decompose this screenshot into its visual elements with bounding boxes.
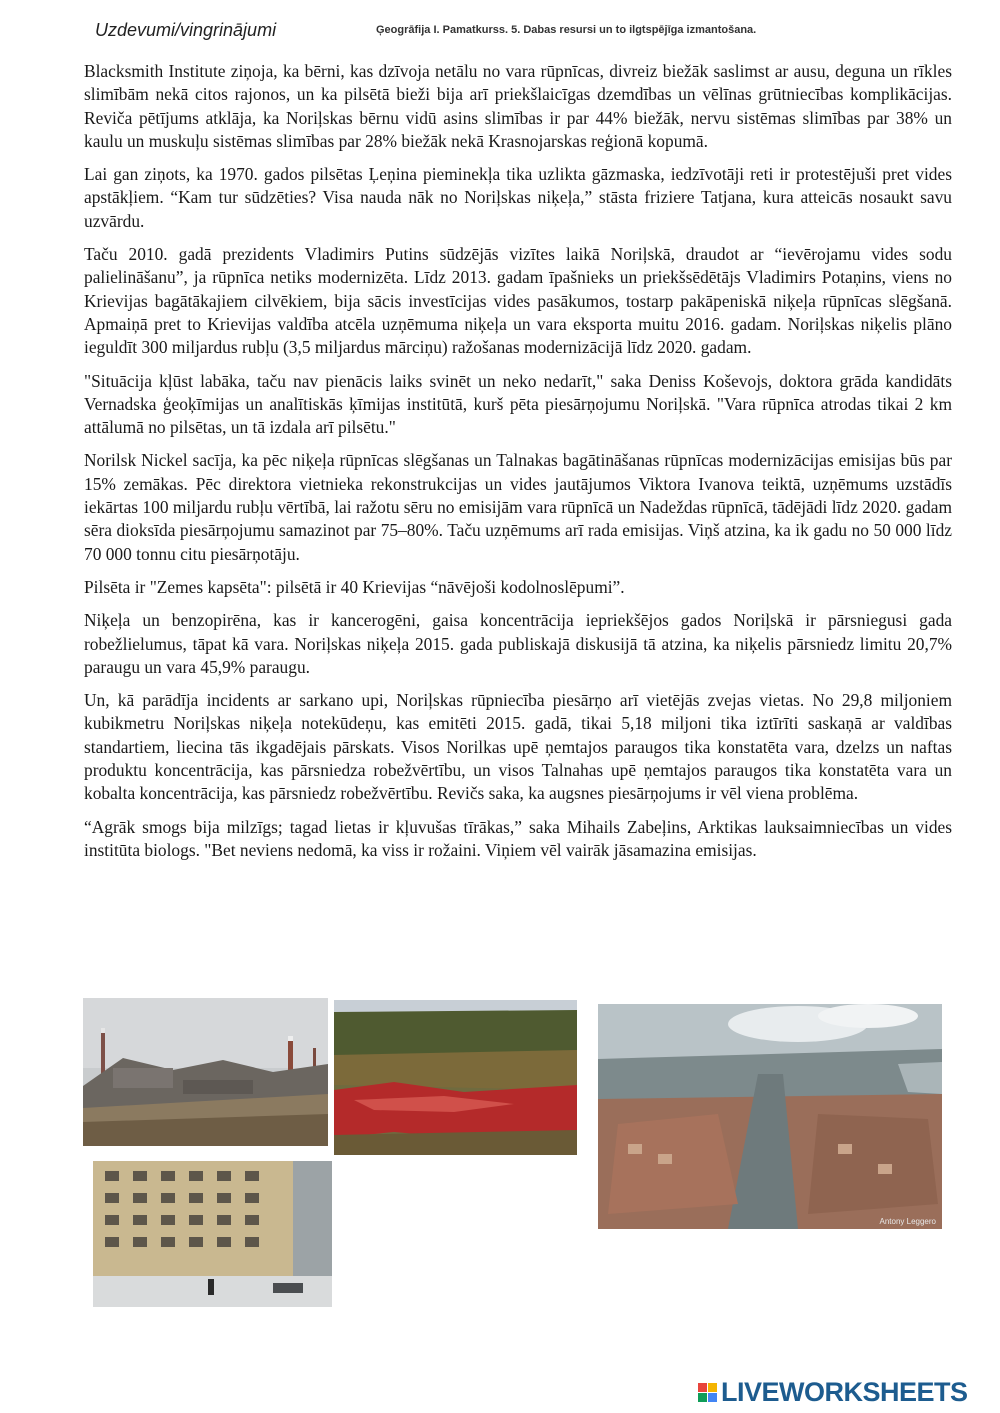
paragraph-2: Lai gan ziņots, ka 1970. gados pilsētas Ļeņina pieminekļa tika uzlikta gāzmaska, iedzīvotāji reti ir protestējuši pret vides apstākļiem. “Kam tur sūdzēties? Visa nauda nāk no Noriļskas niķeļa,” stāsta friziere Tatjana, kura atteicās nosaukt savu uzvārdu. <box>84 164 952 231</box>
paragraph-9: “Agrāk smogs bija milzīgs; tagad lietas ir kļuvušas tīrākas,” saka Mihails Zabeļins, Arktikas lauksaimniecības un vides institūta biologs. "Bet neviens nedomā, ka viss ir rožaini. Viņiem vēl vairāk jāsamazina emisijas. <box>84 816 952 860</box>
liveworksheets-logo <box>698 1377 968 1407</box>
paragraph-3: Taču 2010. gadā prezidents Vladimirs Putins sūdzējās vizītes laikā Noriļskā, draudot ar “ievērojamu vides sodu palielināšanu”, ja rūpnīca netiks modernizēta. Līdz 2013. gadam īpašnieks un priekšsēdētājs Vladimirs Potaņins, viens no Krievijas bagātākajiem cilvēkiem, bija sācis investīcijas vides pasākumos, tostarp pakāpeniskā niķeļa rūpnīcas slēgšanā. Apmaiņā pret to Krievijas valdība atcēla uzņēmuma niķeļa un vara eksporta muitu 2016. gadam. Noriļskas niķelis plāno ieguldīt 300 miljardus rubļu (3,5 miljardus mārciņu) ražošanas modernizācijā līdz 2020. gadam. <box>84 244 952 358</box>
paragraph-7: Niķeļa un benzopirēna, kas ir kancerogēni, gaisa koncentrācija iepriekšējos gados Noriļskā ir pārsniegusi gada robežlielumus, tāpat kā vara. Noriļskas niķeļa 2015. gada publiskajā diskusijā tā atzina, ka niķelis pārsniedz limitu 20,7% paraugu un vara 45,9% paraugu. <box>84 610 952 677</box>
paragraph-1: Blacksmith Institute ziņoja, ka bērni, kas dzīvoja netālu no vara rūpnīcas, divreiz biežāk saslimst ar ausu, deguna un rīkles slimībām nekā citos rajonos, un ka pilsētā bieži bija arī priekšlaicīgas dzemdības un vēlīnas grūtniecības komplikācijas. Reviča pētījums atklāja, ka Noriļskas bērnu vidū asins slimības ir par 44% biežāk, nervu sistēmas slimības par 38% un kaulu un muskuļu sistēmas slimības par 28% biežāk nekā Krasnojarskas reģionā kopumā. <box>84 61 952 151</box>
paragraph-4: "Situācija kļūst labāka, taču nav pienācis laiks svinēt un neko nedarīt," saka Deniss Koševojs, doktora grāda kandidāts Vernadska ģeoķīmijas un analītiskās ķīmijas institūtā, kurš pēta piesārņojumu Noriļskā. "Vara rūpnīca atrodas tikai 2 km attālumā no pilsētas, un tā izdala arī pilsētu." <box>84 370 952 438</box>
logo-text: LIVEWORKSHEETS <box>721 1376 968 1407</box>
header-course-title: Ģeogrāfija I. Pamatkurss. 5. Dabas resursi un to ilgtspējīga izmantošana. <box>376 24 757 36</box>
photo-credit: Antony Leggero <box>879 1217 936 1226</box>
paragraph-8: Un, kā parādīja incidents ar sarkano upi, Noriļskas rūpniecība piesārņo arī vietējās zvejas vietas. No 29,8 miljoniem kubikmetru Noriļskas niķeļa notekūdeņu, kas emitēti 2015. gadā, tikai 5,18 miljoni tika iztīrīti saskaņā ar valdības standartiem, liecina tās ikgadējais pārskats. Visos Norilkas upē ņemtajos paraugos tika konstatēta vara, dzelzs un naftas produktu koncentrācija, kas pārsniedza robežvērtību, un visos Talnahas upē ņemtajos paraugos tika konstatēta vara un kobalta koncentrācija, kas pārsniedz robežvērtību. Revičs saka, ka augsnes piesārņojums ir vēl viena problēma. <box>84 690 952 804</box>
photo-red-river <box>334 1000 577 1155</box>
header-left-label: Uzdevumi/vingrinājumi <box>95 20 277 40</box>
photo-aerial-city <box>598 1004 942 1229</box>
logo-blocks-icon <box>698 1383 717 1402</box>
article-body <box>84 60 952 872</box>
photo-apartment-building <box>93 1161 332 1307</box>
photo-industrial-chimneys <box>83 998 328 1146</box>
paragraph-5: Norilsk Nickel sacīja, ka pēc niķeļa rūpnīcas slēgšanas un Talnakas bagātināšanas rūpnīcas modernizācijas emisijas būs par 15% zemākas. Pēc direktora vietnieka rekonstrukcijas un vides jautājumos Viktora Ivanova teiktā, uzņēmums uzstādīs iekārtas 100 miljardu rubļu vērtībā, lai ražotu sēru no emisijām vara rūpnīcā un Nadeždas rūpnīcā, tādējādi līdz 2020. gadam sēra dioksīda piesārņojumu samazinot par 75–80%. Taču uzņēmums arī rada emisijas. Viņš atzina, ka ik gadu no 50 000 līdz 70 000 tonnu citu piesārņotāju. <box>84 450 952 564</box>
paragraph-6: Pilsēta ir "Zemes kapsēta": pilsētā ir 40 Krievijas “nāvējoši kodolnoslēpumi”. <box>84 576 625 597</box>
